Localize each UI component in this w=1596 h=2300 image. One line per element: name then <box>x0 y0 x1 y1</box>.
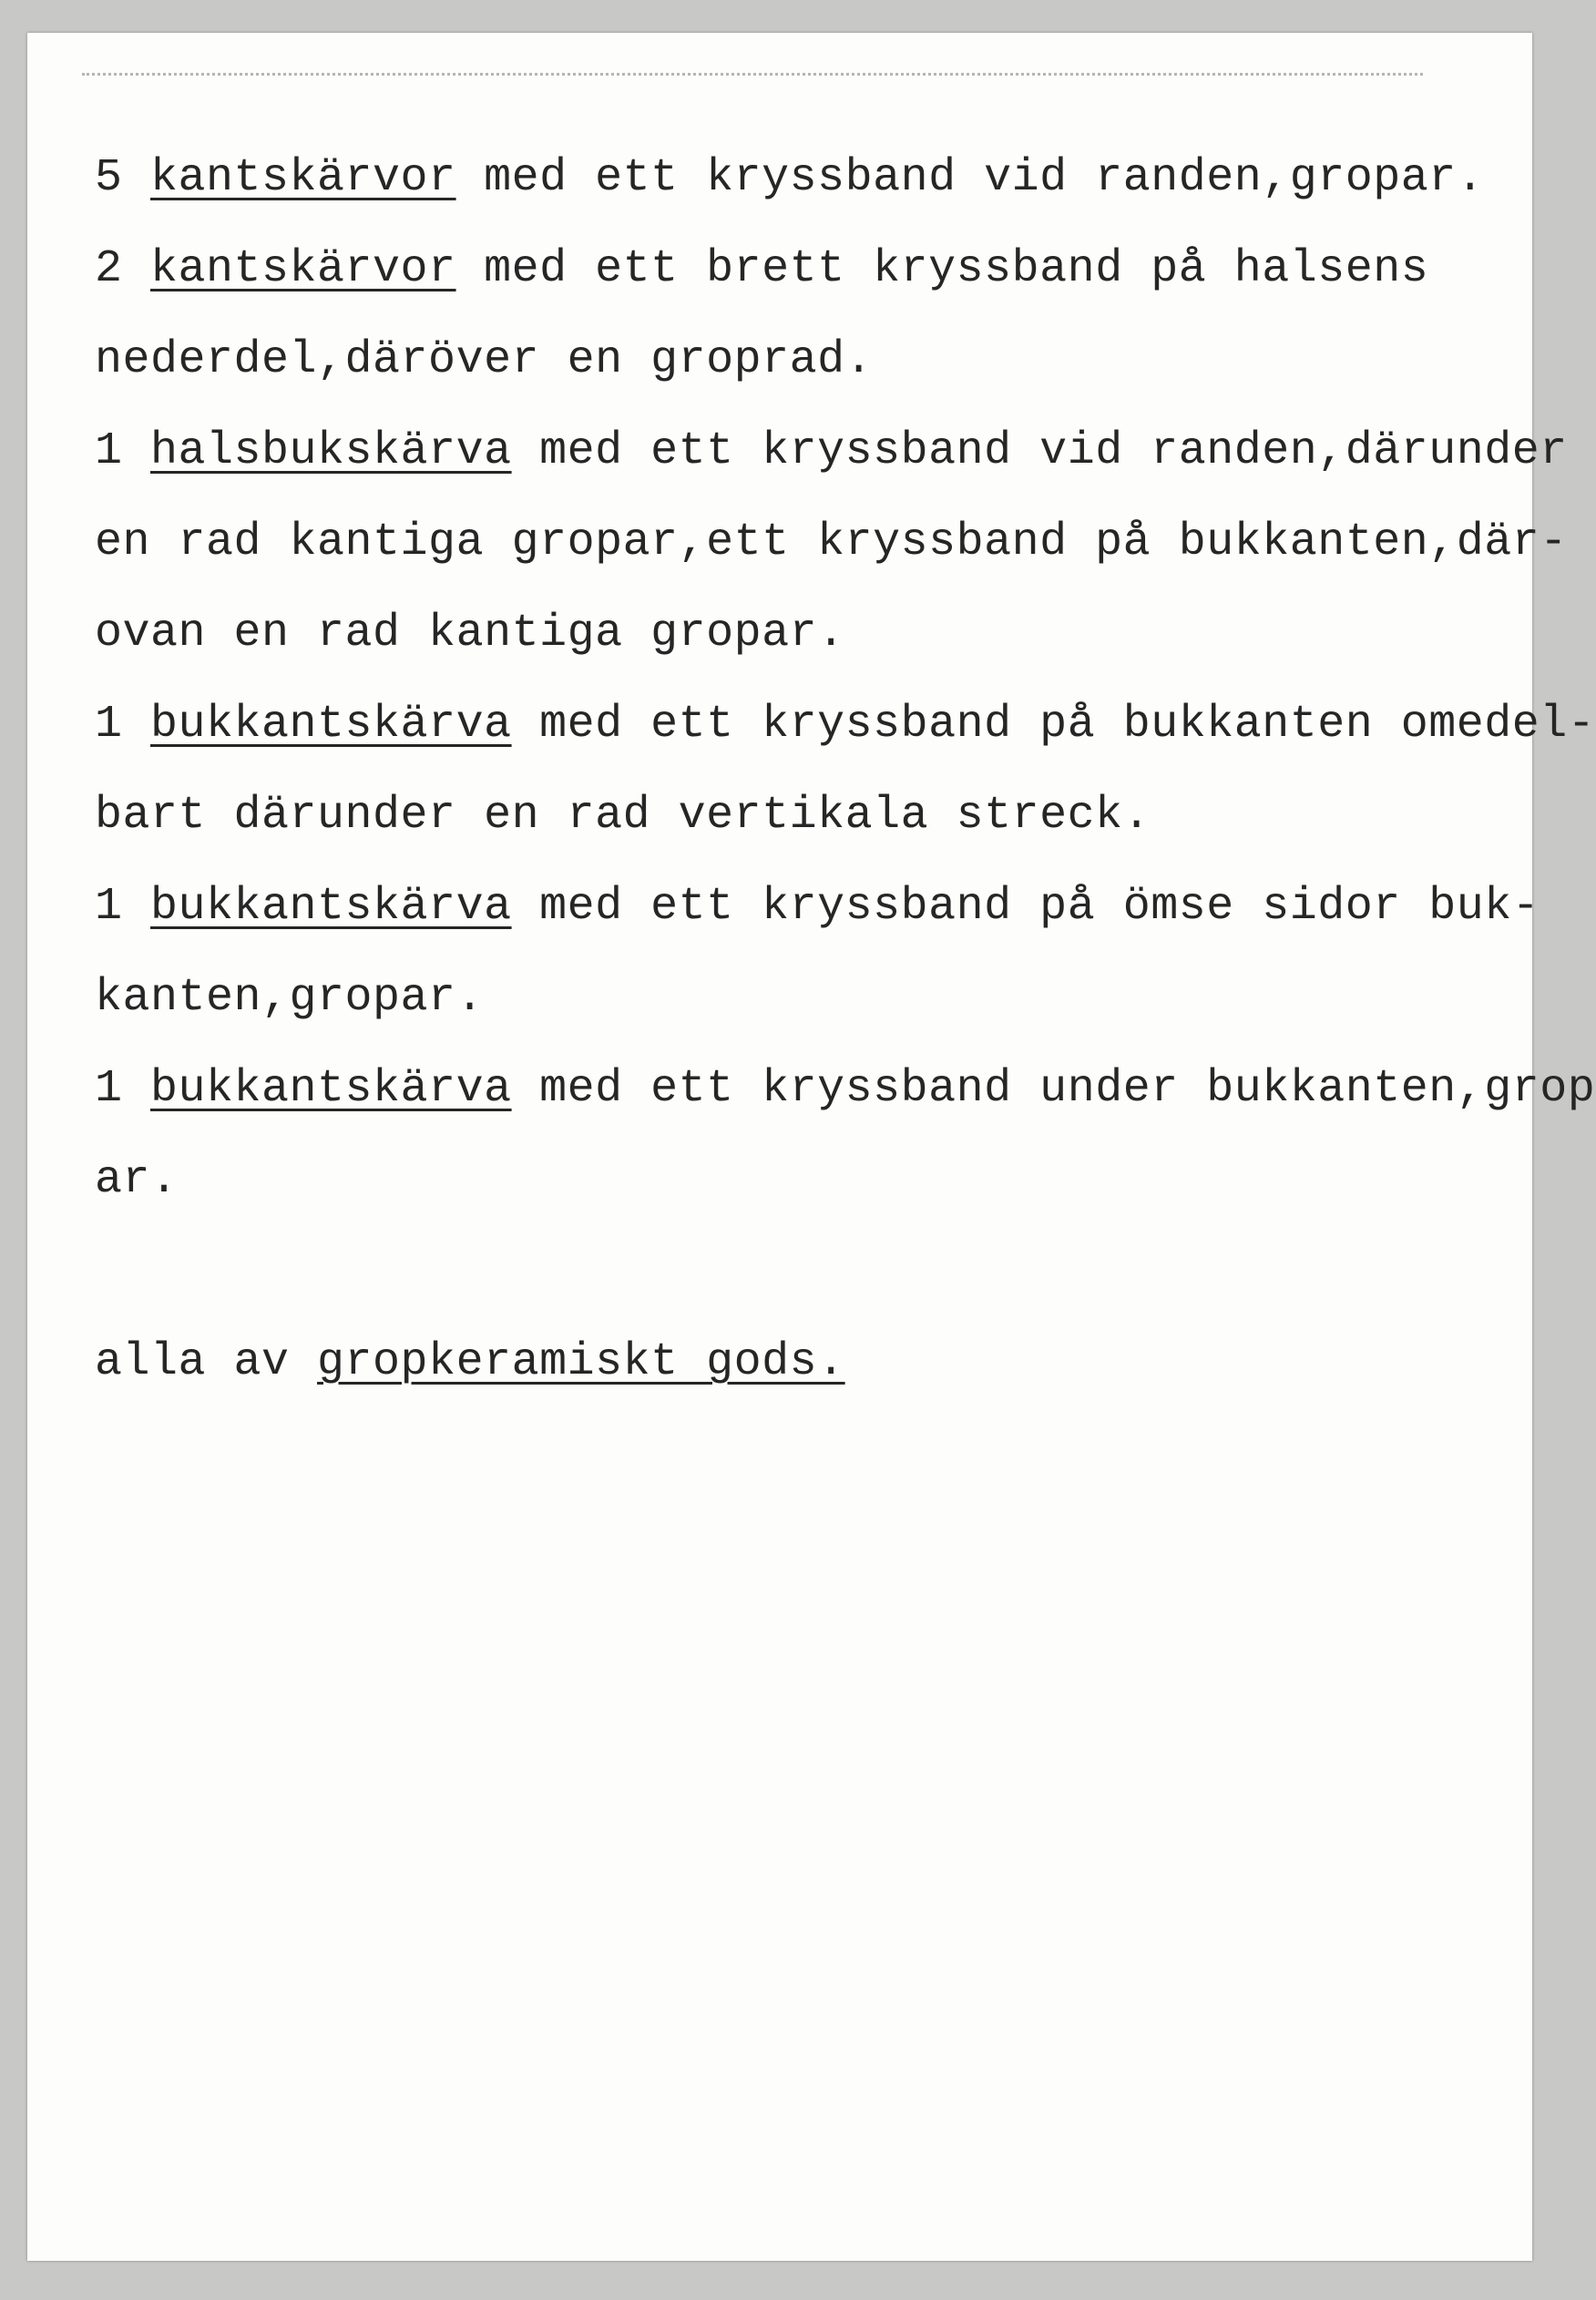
closing-line <box>95 1317 1570 1408</box>
text-line-2 <box>95 224 1570 315</box>
line-1-lead: 5 <box>95 152 151 204</box>
line-1-rest: med ett kryssband vid randen,gropar. <box>455 152 1485 204</box>
line-9-rest: med ett kryssband på ömse sidor buk- <box>511 881 1540 933</box>
line-2-lead: 2 <box>95 243 151 295</box>
text-line-12 <box>95 1135 1570 1226</box>
closing-lead: alla av <box>95 1336 318 1388</box>
closing-underlined-term: gropkeramiskt gods. <box>317 1336 845 1388</box>
text-line-1 <box>95 133 1570 224</box>
line-5-lead: en rad kantiga gropar,ett kryssband på bukkanten,där- <box>95 516 1568 568</box>
text-line-6 <box>95 588 1570 680</box>
line-11-underlined-term: bukkantskärva <box>150 1063 512 1115</box>
text-line-4 <box>95 406 1570 497</box>
line-4-lead: 1 <box>95 425 151 477</box>
line-7-rest: med ett kryssband på bukkanten omedel- <box>511 699 1596 751</box>
line-1-underlined-term: kantskärvor <box>150 152 456 204</box>
line-11-rest: med ett kryssband under bukkanten,grop <box>511 1063 1596 1115</box>
text-line-11 <box>95 1044 1596 1135</box>
line-4-underlined-term: halsbukskärva <box>150 425 512 477</box>
index-card <box>27 33 1596 2261</box>
text-line-3 <box>95 315 1570 406</box>
blank-line <box>95 1226 1570 1317</box>
text-line-9 <box>95 862 1570 953</box>
line-2-rest: med ett brett kryssband på halsens <box>455 243 1429 295</box>
card-top-edge-marks <box>82 73 1423 79</box>
typed-text-block <box>95 133 1596 1408</box>
line-8-lead: bart därunder en rad vertikala streck. <box>95 790 1151 842</box>
text-line-7 <box>95 680 1596 771</box>
line-7-underlined-term: bukkantskärva <box>150 699 512 751</box>
text-line-8 <box>95 771 1570 862</box>
line-9-underlined-term: bukkantskärva <box>150 881 512 933</box>
line-2-underlined-term: kantskärvor <box>150 243 456 295</box>
line-3-lead: nederdel,däröver en groprad. <box>95 334 874 386</box>
line-4-rest: med ett kryssband vid randen,därunder <box>511 425 1568 477</box>
line-10-lead: kanten,gropar. <box>95 972 485 1024</box>
line-7-lead: 1 <box>95 699 151 751</box>
text-line-10 <box>95 953 1570 1044</box>
line-11-lead: 1 <box>95 1063 151 1115</box>
line-12-lead: ar. <box>95 1154 179 1206</box>
line-6-lead: ovan en rad kantiga gropar. <box>95 608 845 659</box>
text-line-5 <box>95 497 1570 588</box>
line-9-lead: 1 <box>95 881 151 933</box>
